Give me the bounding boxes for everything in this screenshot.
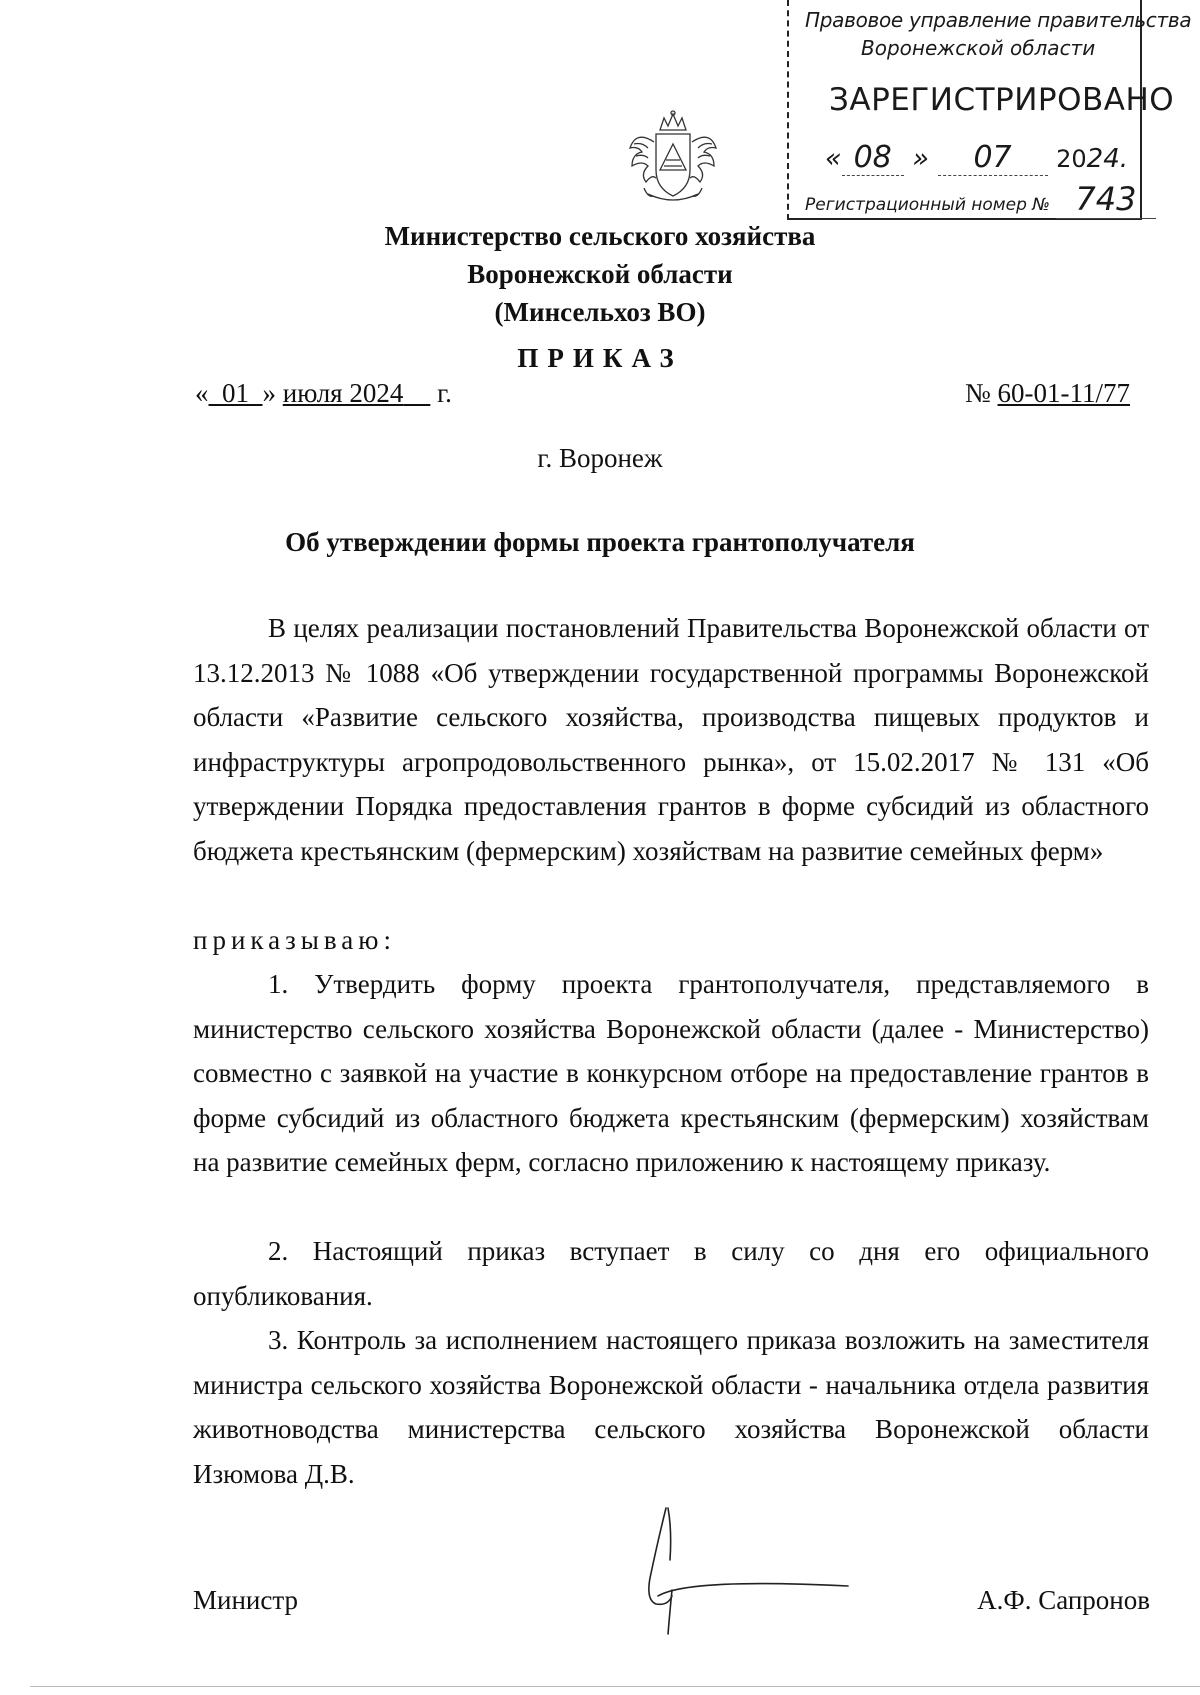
order-item-3: 3. Контроль за исполнением настоящего приказа возложить на заместителя министра сельского хозяйства Воронежской области - начальника отдела развития животноводства министерства сельского хозяйства Воронежской области Изюмова Д.В.	[193, 1325, 1149, 1489]
stamp-year-suffix: 24.	[1086, 144, 1129, 174]
registration-stamp	[787, 0, 1192, 220]
stamp-regno-label: Регистрационный номер №	[805, 195, 1050, 215]
handwritten-signature	[628, 1500, 858, 1640]
stamp-year-prefix: 20	[1056, 145, 1087, 173]
stamp-registered-label: ЗАРЕГИСТРИРОВАНО	[829, 82, 1175, 118]
bottom-edge-line	[30, 1686, 1200, 1687]
document-subject: Об утверждении формы проекта грантополучателя	[285, 527, 915, 557]
date-month-year: июля 2024	[282, 378, 404, 408]
coat-of-arms-icon	[618, 108, 728, 208]
number-label: №	[965, 378, 991, 408]
stamp-quote-open: «	[825, 143, 842, 174]
prikazyvayu-label: приказываю:	[193, 925, 396, 955]
ministry-line2: Воронежской области	[467, 259, 733, 289]
stamp-regno-row	[805, 180, 1156, 219]
stamp-regno: 743	[1056, 180, 1156, 219]
ministry-line3: (Минсельхоз ВО)	[494, 297, 706, 327]
ministry-header	[0, 217, 1200, 331]
date-quote-close: »	[262, 378, 276, 408]
order-item-2: 2. Настоящий приказ вступает в силу со дня его официального опубликования.	[193, 1236, 1149, 1311]
stamp-date	[825, 140, 1129, 176]
document-type: ПРИКАЗ	[517, 343, 683, 373]
order-item-1: 1. Утвердить форму проекта грантополучателя, представляемого в министерство сельского хозяйства Воронежской области (далее - Министерство) совместно с заявкой на участие в конкурсном отборе на предоставление грантов в форме субсидий из областного бюджета крестьянским (фермерским) хозяйствам на развитие семейных ферм, согласно приложению к настоящему приказу.	[193, 969, 1149, 1177]
date-suffix: г.	[437, 378, 452, 408]
stamp-day: 08	[842, 140, 904, 176]
preamble-paragraph: В целях реализации постановлений Правительства Воронежской области от 13.12.2013 № 1088 «Об утверждении государственной программы Воронежской области «Развитие сельского хозяйства, производства пищевых продуктов и инфраструктуры агропродовольственного рынка», от 15.02.2017 № 131 «Об утверждении Порядка предоставления грантов в форме субсидий из областного бюджета крестьянским (фермерским) хозяйствам на развитие семейных ферм»	[193, 613, 1149, 866]
stamp-quote-close: »	[912, 143, 929, 174]
order-number	[965, 378, 1130, 409]
city: г. Воронеж	[537, 443, 663, 473]
order-date	[195, 378, 452, 409]
stamp-authority-line1: Правовое управление правительства	[805, 8, 1192, 32]
date-quote-open: «	[195, 378, 209, 408]
stamp-month: 07	[938, 140, 1048, 176]
signatory-title: Министр	[193, 1585, 298, 1615]
number-value: 60-01-11/77	[997, 378, 1130, 408]
ministry-line1: Министерство сельского хозяйства	[384, 221, 816, 251]
signatory-name: А.Ф. Сапронов	[977, 1585, 1150, 1615]
stamp-authority-line2: Воронежской области	[861, 36, 1096, 60]
date-day: 01	[222, 378, 249, 408]
